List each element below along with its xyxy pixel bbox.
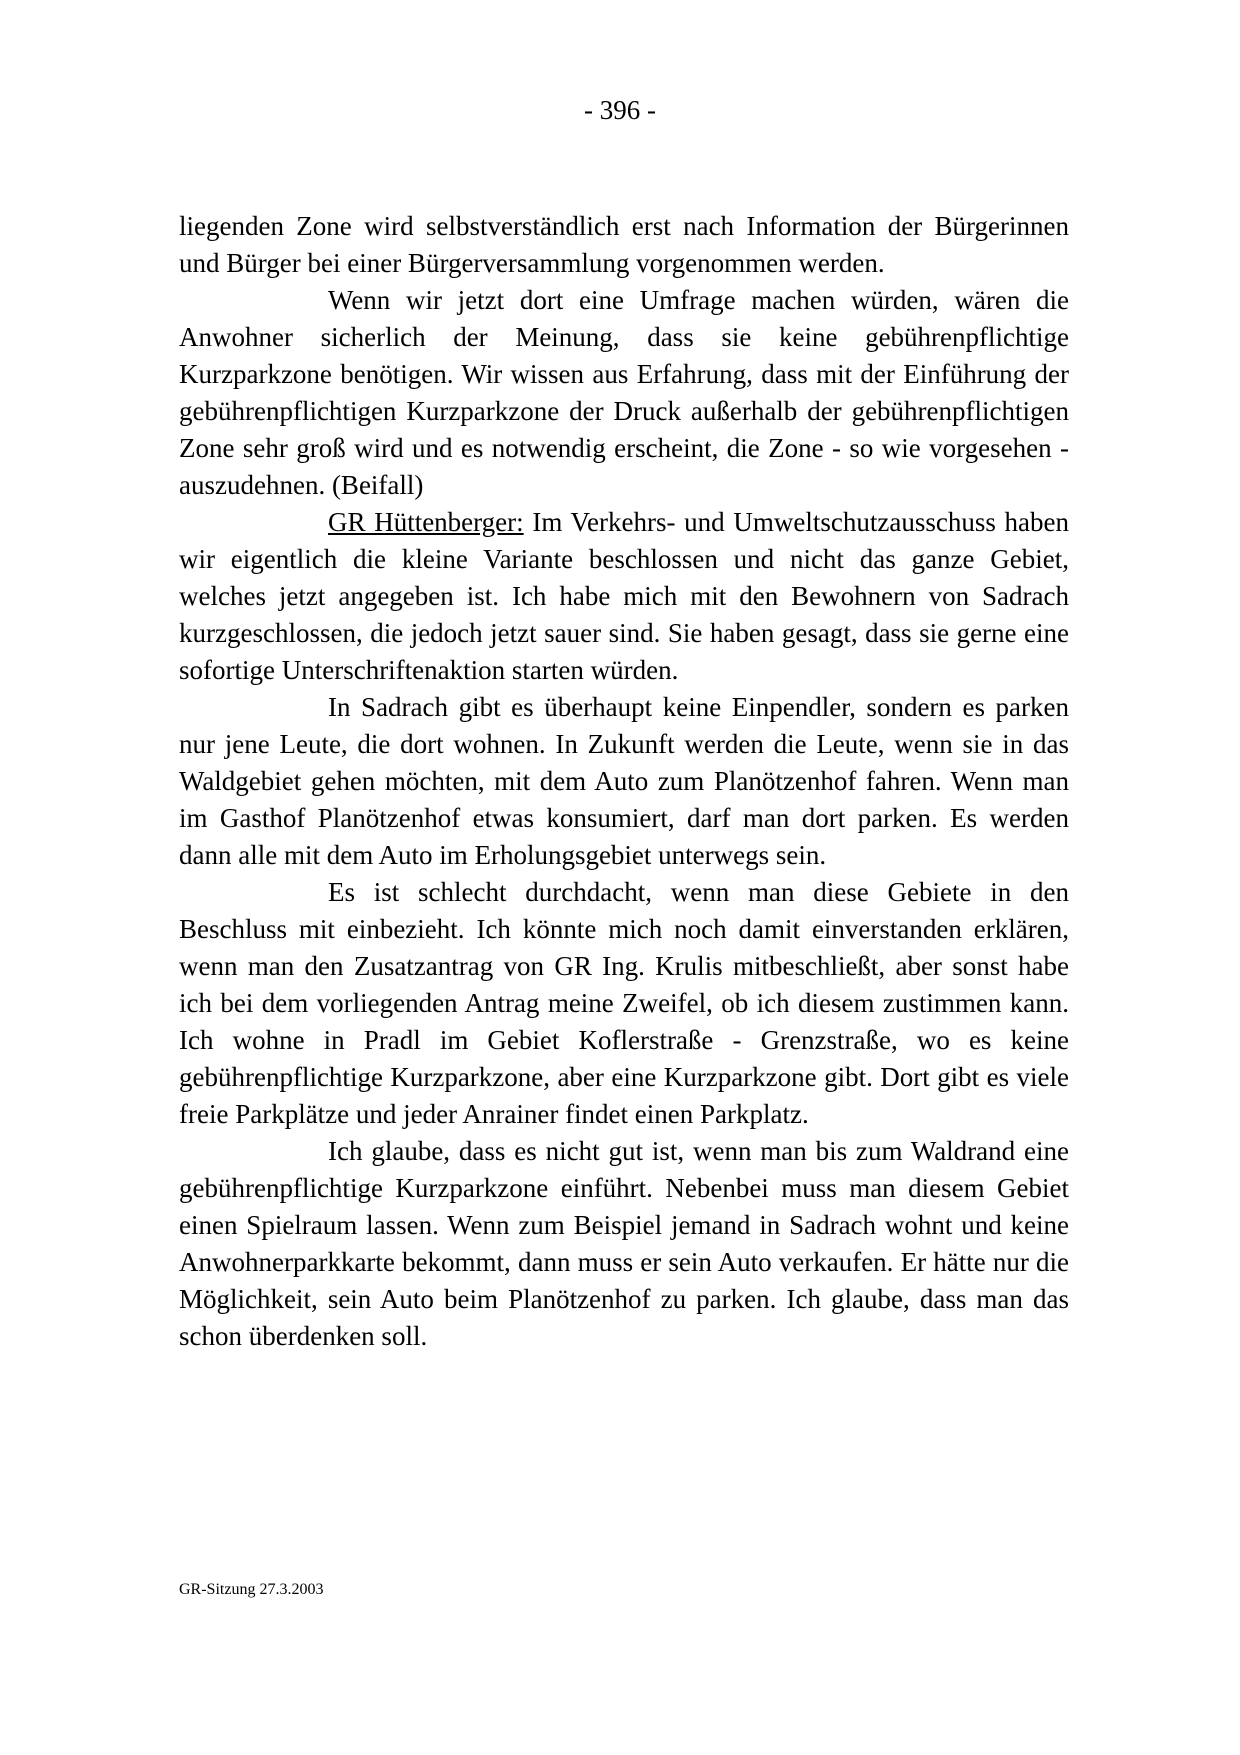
paragraph <box>179 282 1069 504</box>
paragraph-text: Im Verkehrs- und Umweltschutzausschuss haben wir eigentlich die kleine Variante beschlossen und nicht das ganze Gebiet, welches jetzt angegeben ist. Ich habe mich mit den Bewohnern von Sadrach kurzgeschlossen, die jedoch jetzt sauer sind. Sie haben gesagt, dass sie gerne eine sofortige Unterschriftenaktion starten würden. <box>179 507 1069 685</box>
paragraph <box>179 689 1069 874</box>
paragraph-text: In Sadrach gibt es überhaupt keine Einpendler, sondern es parken nur jene Leute, die dort wohnen. In Zukunft werden die Leute, wenn sie in das Waldgebiet gehen möchten, mit dem Auto zum Planötzenhof fahren. Wenn man im Gasthof Planötzenhof etwas konsumiert, darf man dort parken. Es werden dann alle mit dem Auto im Erholungsgebiet unterwegs sein. <box>179 692 1069 870</box>
paragraph <box>179 874 1069 1133</box>
paragraph-text: Es ist schlecht durchdacht, wenn man diese Gebiete in den Beschluss mit einbezieht. Ich könnte mich noch damit einverstanden erklären, wenn man den Zusatzantrag von GR Ing. Krulis mitbeschließt, aber sonst habe ich bei dem vorliegenden Antrag meine Zweifel, ob ich diesem zustimmen kann. Ich wohne in Pradl im Gebiet Koflerstraße - Grenzstraße, wo es keine gebührenpflichtige Kurzparkzone, aber eine Kurzparkzone gibt. Dort gibt es viele freie Parkplätze und jeder Anrainer findet einen Parkplatz. <box>179 877 1069 1129</box>
paragraph-speaker: GR Hüttenberger: <box>328 507 524 537</box>
footer-session-date: GR-Sitzung 27.3.2003 <box>179 1581 324 1598</box>
paragraph <box>179 504 1069 689</box>
paragraph-text: Ich glaube, dass es nicht gut ist, wenn man bis zum Waldrand eine gebührenpflichtige Kurzparkzone einführt. Nebenbei muss man diesem Gebiet einen Spielraum lassen. Wenn zum Beispiel jemand in Sadrach wohnt und keine Anwohnerparkkarte bekommt, dann muss er sein Auto verkaufen. Er hätte nur die Möglichkeit, sein Auto beim Planötzenhof zu parken. Ich glaube, dass man das schon überdenken soll. <box>179 1136 1069 1351</box>
document-body <box>179 208 1069 1355</box>
paragraph-text: Wenn wir jetzt dort eine Umfrage machen würden, wären die Anwohner sicherlich der Meinung, dass sie keine gebührenpflichtige Kurzparkzone benötigen. Wir wissen aus Erfahrung, dass mit der Einführung der gebührenpflichtigen Kurzparkzone der Druck außerhalb der gebührenpflichtigen Zone sehr groß wird und es notwendig erscheint, die Zone - so wie vorgesehen - auszudehnen. (Beifall) <box>179 285 1069 500</box>
paragraph <box>179 208 1069 282</box>
paragraph-text: liegenden Zone wird selbstverständlich erst nach Information der Bürgerinnen und Bürger bei einer Bürgerversammlung vorgenommen werden. <box>179 211 1069 278</box>
page-number: - 396 - <box>584 95 656 125</box>
paragraph <box>179 1133 1069 1355</box>
